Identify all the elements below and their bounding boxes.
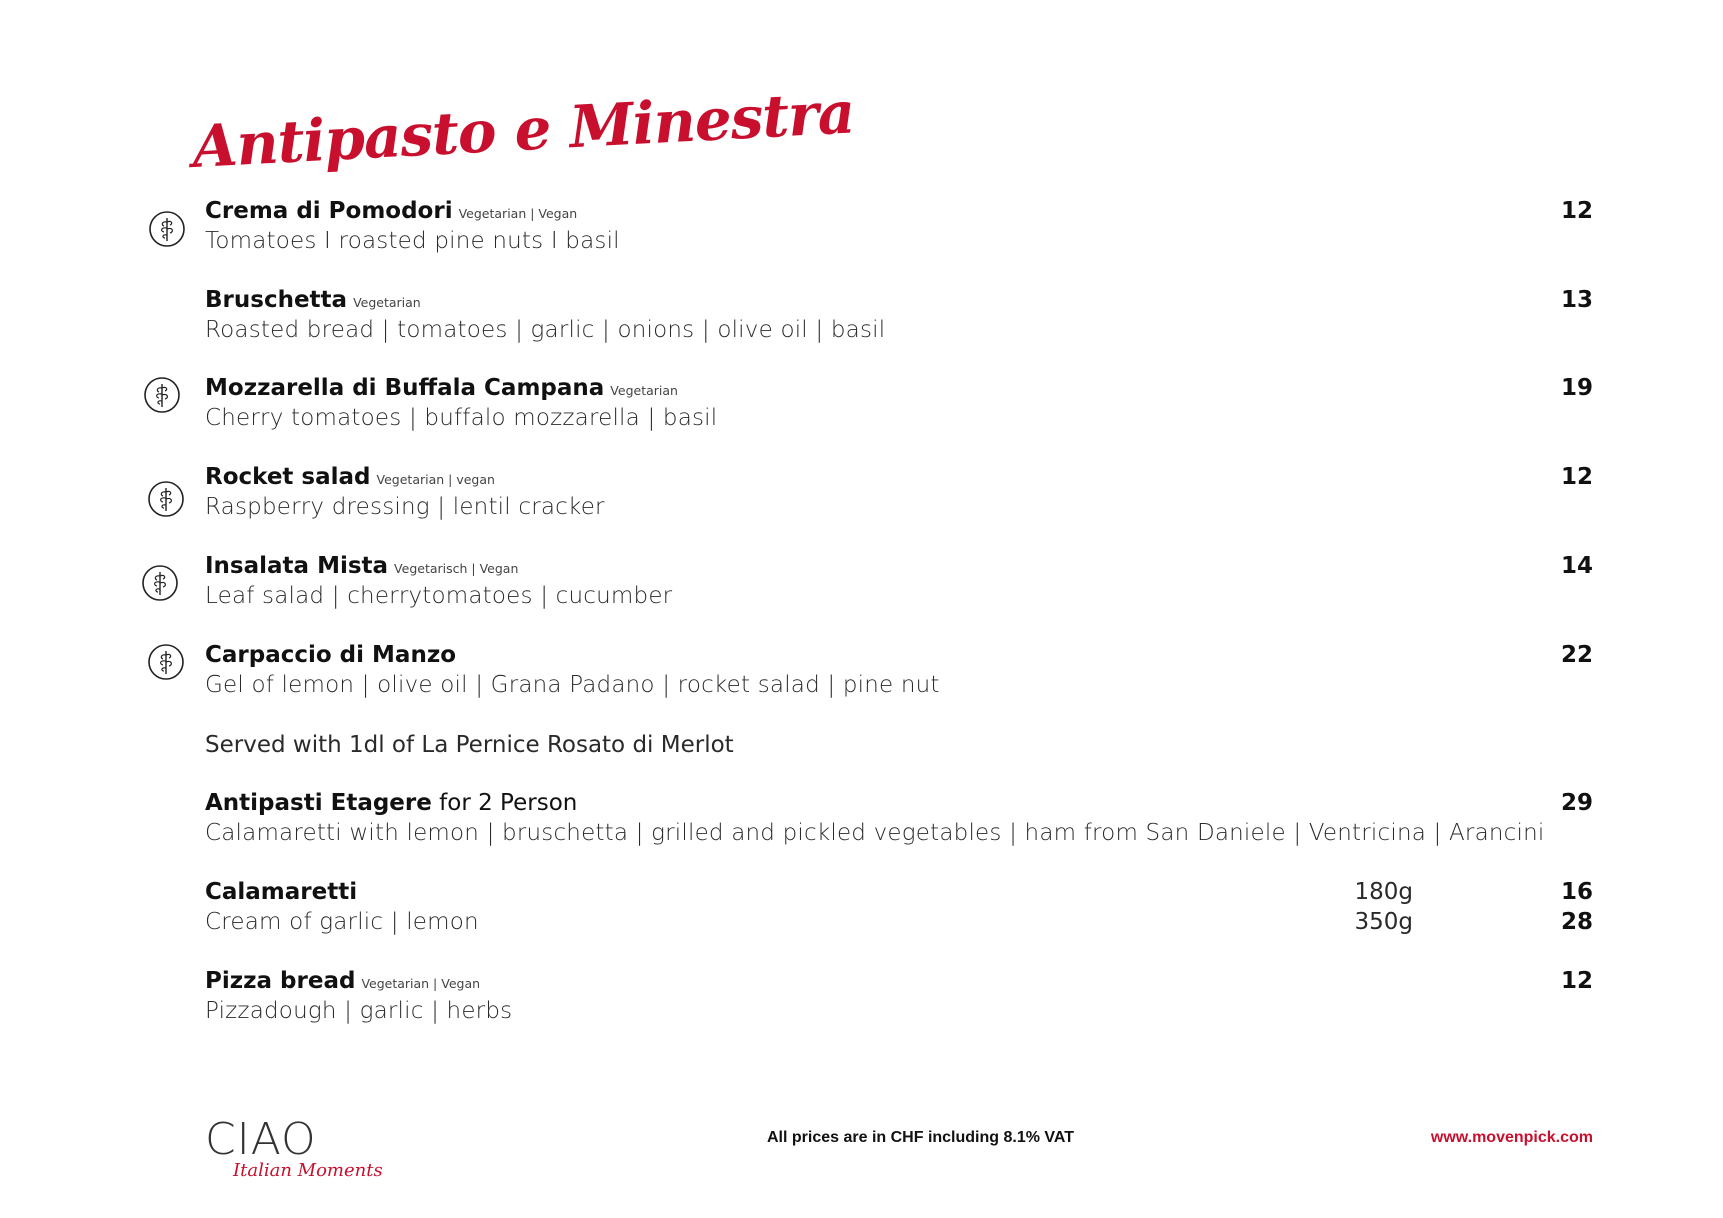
- item-description: Pizzadough | garlic | herbs: [205, 998, 513, 1024]
- menu-item: [205, 788, 1593, 848]
- item-tags: Vegetarian: [353, 295, 421, 310]
- item-price: 12: [1560, 464, 1593, 490]
- item-tags: Vegetarian | Vegan: [458, 206, 578, 221]
- item-description: Gel of lemon | olive oil | Grana Padano | rocket salad | pine nut: [205, 672, 940, 698]
- wine-pairing-note: Served with 1dl of La Pernice Rosato di Merlot: [205, 732, 734, 758]
- item-description: Raspberry dressing | lentil cracker: [205, 494, 605, 520]
- item-tags: Vegetarian: [610, 383, 678, 398]
- item-tags: Vegetarisch | Vegan: [394, 561, 519, 576]
- item-name: Carpaccio di Manzo: [205, 642, 457, 668]
- menu-item: [205, 551, 1593, 611]
- item-price: 12: [1560, 968, 1593, 994]
- item-name: Pizza bread: [205, 968, 356, 994]
- menu-item: [205, 640, 1593, 700]
- item-description: Cream of garlic | lemon: [205, 909, 479, 935]
- item-weight: 350g: [1354, 909, 1413, 935]
- item-description: Leaf salad | cherrytomatoes | cucumber: [205, 583, 673, 609]
- item-name-suffix: for 2 Person: [431, 790, 578, 816]
- item-description: Roasted bread | tomatoes | garlic | onions | olive oil | basil: [205, 317, 886, 343]
- item-name: Mozzarella di Buffala Campana: [205, 375, 605, 401]
- item-price: 14: [1560, 553, 1593, 579]
- vat-note: All prices are in CHF including 8.1% VAT: [767, 1129, 1075, 1146]
- item-tags: Vegetarian | vegan: [376, 472, 495, 487]
- herb-leaf-icon: [148, 210, 186, 248]
- menu-item: [205, 877, 1593, 937]
- menu-item: [205, 966, 1593, 1026]
- item-price: 29: [1560, 790, 1593, 816]
- item-description: Cherry tomatoes | buffalo mozzarella | basil: [205, 405, 718, 431]
- item-description: Tomatoes I roasted pine nuts I basil: [205, 228, 620, 254]
- item-name: Bruschetta: [205, 287, 348, 313]
- herb-leaf-icon: [147, 643, 185, 681]
- item-price: 16: [1560, 879, 1593, 905]
- item-name: Calamaretti: [205, 879, 358, 905]
- item-price: 13: [1560, 287, 1593, 313]
- item-price: 28: [1560, 909, 1593, 935]
- item-name: Rocket salad: [205, 464, 371, 490]
- herb-leaf-icon: [141, 564, 179, 602]
- item-price: 19: [1560, 375, 1593, 401]
- ciao-logo: [205, 1114, 383, 1181]
- item-price: 12: [1560, 198, 1593, 224]
- website-link[interactable]: www.movenpick.com: [1430, 1129, 1593, 1146]
- page-title: Antipasto e Minestra: [190, 78, 856, 181]
- menu-item: [205, 196, 1593, 256]
- menu-item: [205, 285, 1593, 345]
- herb-leaf-icon: [143, 376, 181, 414]
- item-name: Antipasti Etagere: [205, 790, 432, 816]
- logo-subtitle: Italian Moments: [233, 1160, 383, 1181]
- item-price: 22: [1560, 642, 1593, 668]
- menu-item: [205, 462, 1593, 522]
- item-name: Crema di Pomodori: [205, 198, 453, 224]
- item-name: Insalata Mista: [205, 553, 389, 579]
- logo-text: CIAO: [205, 1114, 317, 1165]
- menu-item: [205, 373, 1593, 433]
- item-weight: 180g: [1354, 879, 1413, 905]
- item-tags: Vegetarian | Vegan: [361, 976, 481, 991]
- item-description: Calamaretti with lemon | bruschetta | grilled and pickled vegetables | ham from San Daniele | Ventricina | Arancini: [205, 820, 1545, 846]
- herb-leaf-icon: [147, 480, 185, 518]
